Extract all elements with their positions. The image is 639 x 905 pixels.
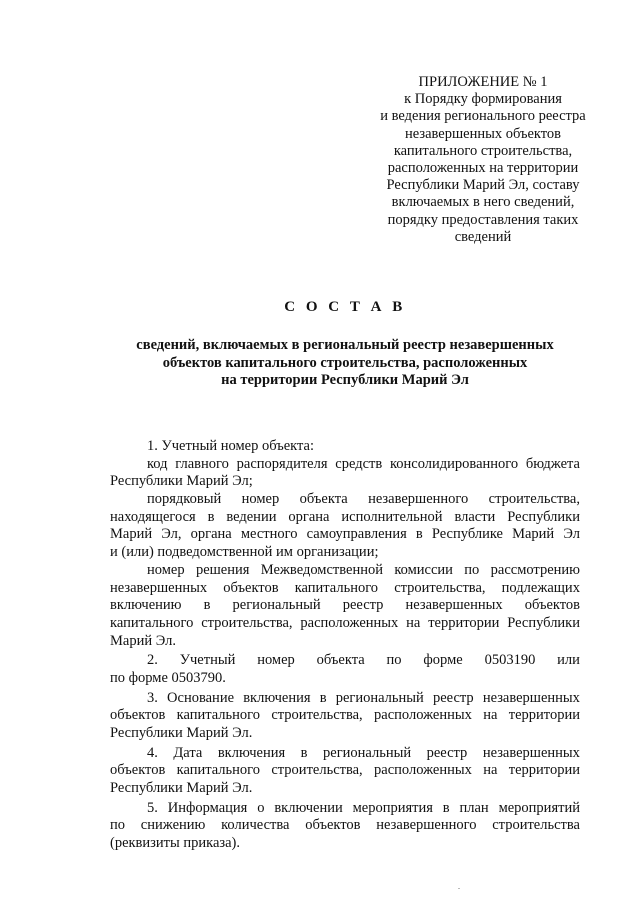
body-line: 5. Информация о включении мероприятия в план мероприятий (147, 799, 580, 816)
document-title: С О С Т А В (284, 299, 406, 315)
body-line: Республики Марий Эл; (110, 473, 253, 490)
appendix-line: и ведения регионального реестра (380, 108, 586, 125)
body-line: Марий Эл. (110, 632, 176, 649)
body-line: по форме 0503790. (110, 669, 226, 686)
body-line: включению в региональный реестр незавершенных объектов (110, 597, 580, 614)
appendix-line: незавершенных объектов (404, 125, 562, 142)
body-line: порядковый номер объекта незавершенного строительства, (147, 491, 580, 508)
subtitle-line: на территории Республики Марий Эл (221, 372, 469, 388)
subtitle-line: объектов капитального строительства, расположенных (162, 354, 528, 371)
body-line: незавершенных объектов капитального строительства, подлежащих (110, 579, 580, 596)
body-line: объектов капитального строительства, расположенных на территории (110, 707, 580, 724)
body-line: 4. Дата включения в региональный реестр незавершенных (147, 744, 580, 761)
appendix-line: капитального строительства, (393, 142, 573, 159)
appendix-line: сведений (454, 228, 512, 245)
document-body (110, 438, 580, 853)
body-line: Республики Марий Эл. (110, 725, 253, 741)
document-subtitle (110, 337, 580, 390)
appendix-line: к Порядку формирования (404, 91, 562, 108)
body-line: 3. Основание включения в региональный реестр незавершенных (147, 689, 580, 706)
subtitle-line: сведений, включаемых в региональный реестр незавершенных (136, 337, 554, 353)
body-line: (реквизиты приказа). (110, 835, 241, 852)
body-line: Марий Эл, органа местного самоуправления в Республике Марий Эл (110, 526, 580, 543)
body-line: Республики Марий Эл. (110, 780, 253, 797)
body-line: 1. Учетный номер объекта: (147, 438, 314, 454)
appendix-line: ПРИЛОЖЕНИЕ № 1 (418, 74, 548, 90)
body-line: 2. Учетный номер объекта по форме 0503190 или (147, 652, 580, 669)
appendix-line: расположенных на территории (387, 160, 579, 177)
body-line: капитального строительства, расположенных на территории Республики (110, 614, 580, 631)
appendix-line: порядку предоставления таких (387, 211, 579, 228)
scan-speck (458, 888, 460, 889)
body-line: находящегося в ведении органа исполнительной власти Республики (110, 508, 580, 525)
appendix-header (372, 74, 594, 246)
appendix-line: включаемых в него сведений, (391, 194, 575, 211)
body-line: и (или) подведомственной им организации; (110, 544, 379, 561)
body-line: код главного распорядителя средств консолидированного бюджета (147, 455, 580, 472)
appendix-line: Республики Марий Эл, составу (386, 177, 580, 194)
body-line: объектов капитального строительства, расположенных на территории (110, 762, 580, 779)
body-line: по снижению количества объектов незавершенного строительства (110, 817, 580, 834)
body-line: номер решения Межведомственной комиссии по рассмотрению (147, 561, 580, 578)
